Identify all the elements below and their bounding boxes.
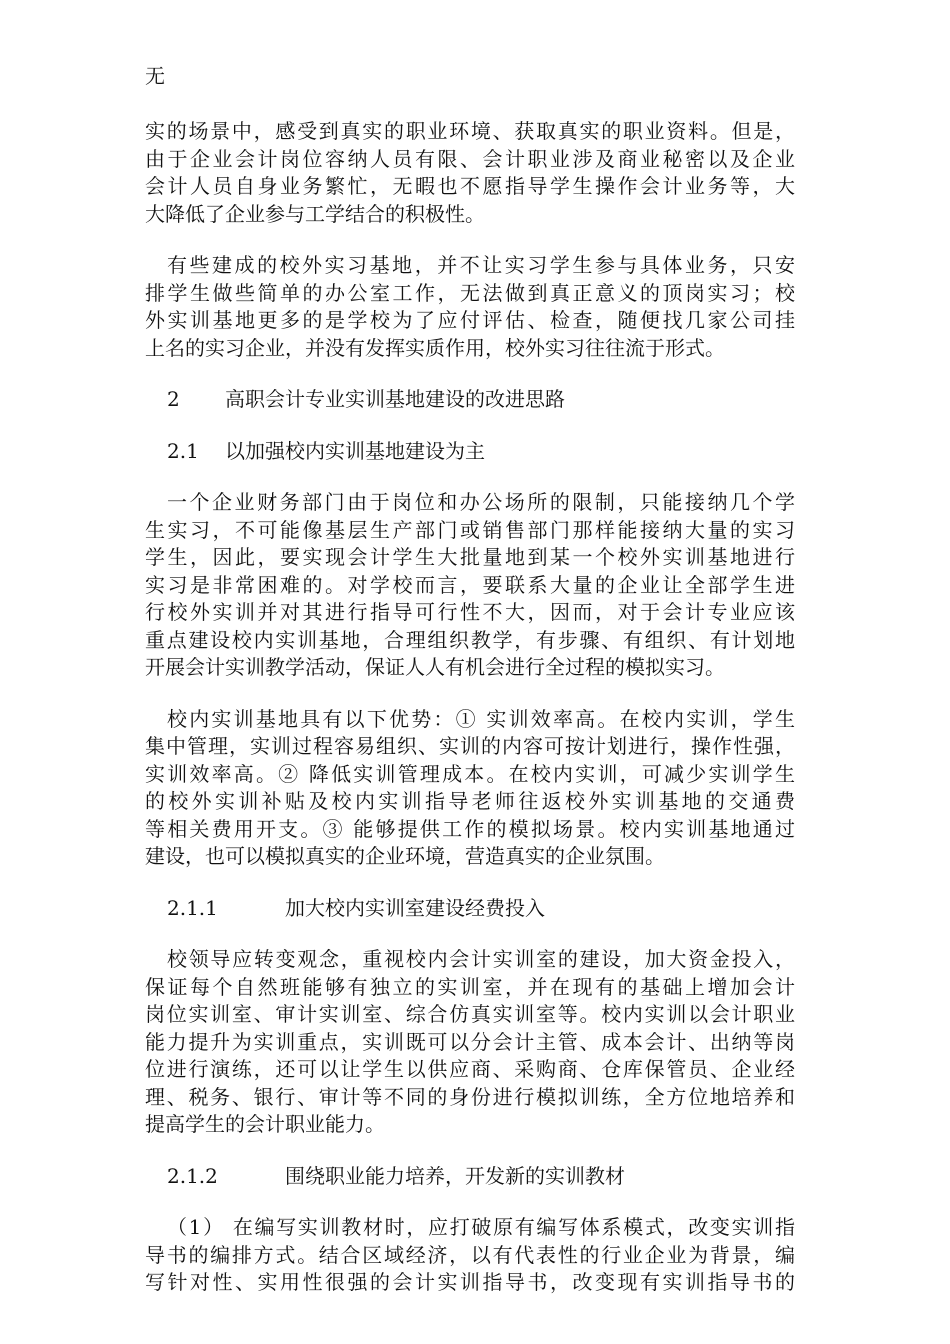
text-line: 实习是非常困难的。对学校而言，要联系大量的企业让全部学生进	[145, 572, 795, 597]
text-line: 校领导应转变观念，重视校内会计实训室的建设，加大资金投入，	[167, 947, 795, 971]
section-number: 2	[167, 387, 180, 411]
paragraph-workplace-limits	[145, 118, 795, 228]
section-title: 加大校内实训室建设经费投入	[285, 895, 545, 920]
text-line: 有些建成的校外实习基地，并不让实习学生参与具体业务，只安	[167, 253, 795, 277]
section-number: 2.1.2	[167, 1163, 218, 1188]
paragraph-external-base-issues	[145, 252, 795, 362]
text-line: 理、税务、银行、审计等不同的身份进行模拟训练，全方位地培养和	[145, 1084, 795, 1109]
text-line: 能力提升为实训重点，实训既可以分会计主管、成本会计、出纳等岗	[145, 1029, 795, 1054]
text-line: 重点建设校内实训基地，合理组织教学，有步骤、有组织、有计划地	[145, 627, 795, 652]
text-line: 生实习，不可能像基层生产部门或销售部门那样能接纳大量的实习	[145, 517, 795, 542]
text-line: 行校外实训并对其进行指导可行性不大，因而，对于会计专业应该	[145, 600, 795, 624]
section-heading-2-1	[145, 438, 795, 466]
text-line: 校内实训基地具有以下优势：① 实训效率高。在校内实训，学生	[167, 706, 795, 731]
text-line: 开展会计实训教学活动，保证人人有机会进行全过程的模拟实习。	[145, 655, 725, 679]
paragraph-internal-base-rationale	[145, 489, 795, 682]
text-line: 一个企业财务部门由于岗位和办公场所的限制，只能接纳几个学	[167, 490, 795, 514]
text-line: 提高学生的会计职业能力。	[145, 1112, 385, 1136]
text-line: 会计人员自身业务繁忙，无暇也不愿指导学生操作会计业务等，大	[145, 174, 795, 198]
section-heading-2	[145, 386, 795, 414]
text-line: 岗位实训室、审计实训室、综合仿真实训室等。校内实训以会计职业	[145, 1002, 795, 1026]
text-line: 导书的编排方式。结合区域经济，以有代表性的行业企业为背景，编	[145, 1242, 795, 1267]
section-title: 围绕职业能力培养，开发新的实训教材	[285, 1163, 625, 1188]
text-line: （1） 在编写实训教材时，应打破原有编写体系模式，改变实训指	[167, 1215, 795, 1239]
section-title: 以加强校内实训基地建设为主	[225, 438, 485, 463]
text-line: 集中管理，实训过程容易组织、实训的内容可按计划进行，操作性强，	[145, 734, 795, 758]
text-line: 位进行演练，还可以让学生以供应商、采购商、仓库保管员、企业经	[145, 1057, 795, 1081]
section-title: 高职会计专业实训基地建设的改进思路	[225, 387, 565, 411]
paragraph-new-textbooks	[145, 1214, 795, 1297]
document-body	[145, 118, 795, 1321]
text-line: 实的场景中，感受到真实的职业环境、获取真实的职业资料。但是，	[145, 119, 795, 143]
text-line: 由于企业会计岗位容纳人员有限、会计职业涉及商业秘密以及企业	[145, 146, 795, 171]
section-number: 2.1.1	[167, 895, 218, 920]
text-line: 排学生做些简单的办公室工作，无法做到真正意义的顶岗实习；校	[145, 280, 795, 305]
text-line: 等相关费用开支。③ 能够提供工作的模拟场景。校内实训基地通过	[145, 816, 795, 841]
paragraph-funding-investment	[145, 946, 795, 1139]
section-heading-2-1-1	[145, 895, 795, 923]
text-line: 实训效率高。② 降低实训管理成本。在校内实训，可减少实训学生	[145, 761, 795, 786]
text-line: 学生，因此，要实现会计学生大批量地到某一个校外实训基地进行	[145, 545, 795, 569]
text-line: 保证每个自然班能够有独立的实训室，并在现有的基础上增加会计	[145, 974, 795, 999]
text-line: 写针对性、实用性很强的会计实训指导书，改变现有实训指导书的	[145, 1270, 795, 1294]
text-line: 建设，也可以模拟真实的企业环境，营造真实的企业氛围。	[145, 844, 665, 868]
section-heading-2-1-2	[145, 1163, 795, 1191]
section-number: 2.1	[167, 438, 199, 463]
text-line: 上名的实习企业，并没有发挥实质作用，校外实习往往流于形式。	[145, 335, 725, 360]
page-header: 无	[145, 64, 165, 88]
text-line: 的校外实训补贴及校内实训指导老师往返校外实训基地的交通费	[145, 789, 795, 813]
paragraph-internal-base-advantages	[145, 706, 795, 871]
text-line: 外实训基地更多的是学校为了应付评估、检查，随便找几家公司挂	[145, 308, 795, 332]
text-line: 大降低了企业参与工学结合的积极性。	[145, 201, 485, 226]
